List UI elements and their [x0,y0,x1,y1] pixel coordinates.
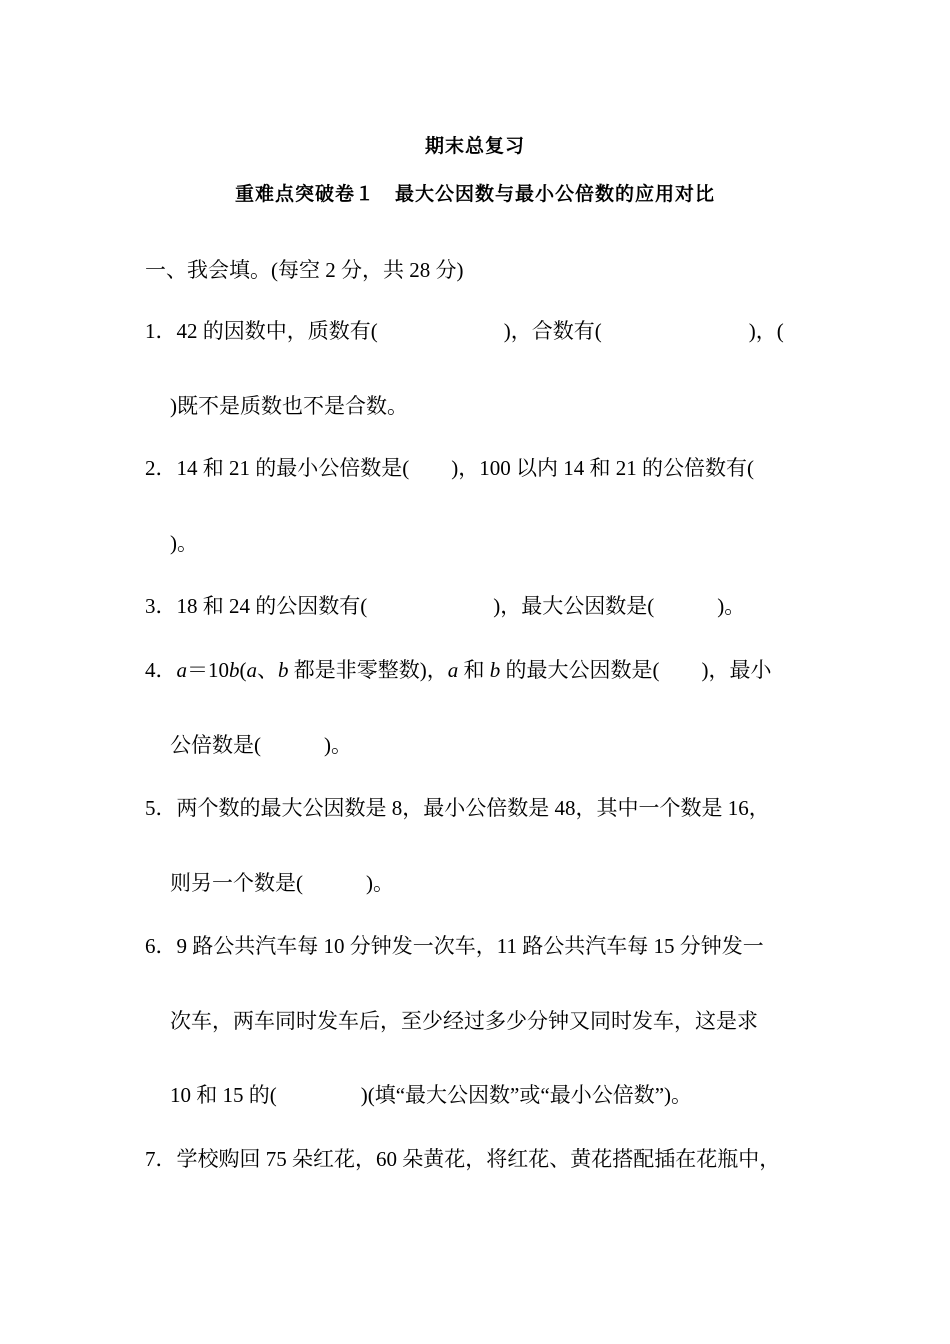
q4-paren: ( [239,658,247,682]
q4-text: 和 [458,658,490,682]
question-6-line-2: 次车，两车同时发车后，至少经过多少分钟又同时发车，这是求 [170,1009,758,1033]
var-b: b [278,658,289,682]
question-1-line-1: 1．42 的因数中，质数有( )，合数有( )，( [145,319,784,343]
question-2-line-2: )。 [170,531,198,555]
section-heading: 一、我会填。(每空 2 分，共 28 分) [145,258,464,282]
page-subtitle: 重难点突破卷１ 最大公因数与最小公倍数的应用对比 [234,183,715,205]
q4-equals: ＝10 [187,658,229,682]
question-4-line-2: 公倍数是( )。 [170,733,352,757]
question-3-line-1: 3．18 和 24 的公因数有( )，最大公因数是( )。 [145,594,746,618]
question-2-line-1: 2．14 和 21 的最小公倍数是( )，100 以内 14 和 21 的公倍数有( [145,456,754,480]
var-a: a [246,658,257,682]
var-a: a [176,658,187,682]
question-5-line-2: 则另一个数是( )。 [170,871,394,895]
page-title: 期末总复习 [424,135,525,157]
q4-text: 都是非零整数)， [288,658,448,682]
question-7-line-1: 7．学校购回 75 朵红花，60 朵黄花，将红花、黄花搭配插在花瓶中， [145,1147,781,1171]
question-1-line-2: )既不是质数也不是合数。 [170,394,408,418]
question-6-line-3: 10 和 15 的( )(填“最大公因数”或“最小公倍数”)。 [170,1083,693,1107]
var-a: a [447,658,459,682]
q4-text: 的最大公因数是( )，最小 [500,658,772,682]
q4-number: 4． [145,658,177,682]
var-b: b [229,658,240,682]
question-5-line-1: 5．两个数的最大公因数是 8，最小公倍数是 48，其中一个数是 16， [145,796,770,820]
question-4-line-1 [145,657,772,683]
question-6-line-1: 6．9 路公共汽车每 10 分钟发一次车，11 路公共汽车每 15 分钟发一 [145,934,764,958]
q4-separator: 、 [257,658,278,682]
var-b: b [489,658,501,682]
